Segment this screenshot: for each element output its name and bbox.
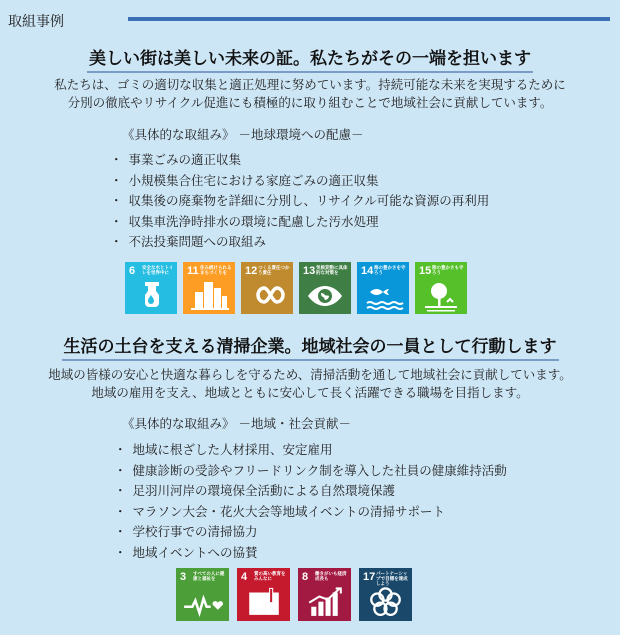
list-item: ・ マラソン大会・花火大会等地域イベントの清掃サポート <box>114 502 507 523</box>
sdg-goal-12-tile <box>241 262 293 314</box>
sdg-goal-title: パートナーシップで目標を達成しよう <box>376 572 408 587</box>
sdg-goal-title: 住み続けられるまちづくりを <box>200 266 232 276</box>
sdg-goal-title: 海の豊かさを守ろう <box>374 266 406 276</box>
sdg-goal-number: 14 <box>361 265 374 277</box>
intro-line: 地域の皆様の安心と快適な暮らしを守るため、清掃活動を通して地域社会に貢献しています。 <box>48 367 572 382</box>
intro-line: 私たちは、ゴミの適切な収集と適正処理に努めています。持続可能な未来を実現するために <box>54 77 566 92</box>
sdg-goal-number: 17 <box>363 571 376 583</box>
sdg-goal-3-tile <box>176 568 229 621</box>
list-item: ・ 地域に根ざした人材採用、安定雇用 <box>114 440 507 461</box>
sdg-goal-number: 8 <box>302 571 309 583</box>
section1-heading <box>0 44 620 69</box>
sdg-goal-number: 6 <box>129 265 136 277</box>
sdg-goal-17-tile <box>359 568 412 621</box>
list-item: ・ 事業ごみの適正収集 <box>110 150 489 171</box>
sdg-goal-13-tile <box>299 262 351 314</box>
list-item: ・ 収集後の廃棄物を詳細に分別し、リサイクル可能な資源の再利用 <box>110 191 489 212</box>
sdg-goal-number: 4 <box>241 571 248 583</box>
section-label: 取組事例 <box>8 14 64 30</box>
sdg-goal-title: つくる責任つかう責任 <box>258 266 290 276</box>
sdg-goal-11-tile <box>183 262 235 314</box>
sdg-goal-8-tile <box>298 568 351 621</box>
sdg-goal-6-tile <box>125 262 177 314</box>
intro-line: 地域の雇用を支え、地域とともに安心して長く活躍できる職場を目指します。 <box>91 385 529 400</box>
sdg-goal-15-tile <box>415 262 467 314</box>
section2-intro <box>0 366 620 402</box>
section1-subheading: 《具体的な取組み》 －地球環境への配慮－ <box>122 127 364 142</box>
section2-sdgs <box>176 568 412 621</box>
list-item: ・ 健康診断の受診やフリードリンク制を導入した社員の健康維持活動 <box>114 461 507 482</box>
intro-line: 分別の徹底やリサイクル促進にも積極的に取り組むことで地域社会に貢献しています。 <box>67 95 553 110</box>
sdg-goal-number: 13 <box>303 265 316 277</box>
sdg-goal-number: 11 <box>187 265 199 277</box>
sdg-goal-title: 働きがいも経済成長も <box>315 572 347 582</box>
list-item: ・ 小規模集合住宅における家庭ごみの適正収集 <box>110 171 489 192</box>
section2-heading-text: 生活の土台を支える清掃企業。地域社会の一員として行動します <box>62 337 559 361</box>
section2-list <box>114 440 507 563</box>
sdg-goal-title: 質の高い教育をみんなに <box>254 572 286 582</box>
sdg-goal-number: 12 <box>245 265 258 277</box>
sdg-goal-title: 安全な水とトイレを世界中に <box>142 266 174 276</box>
list-item: ・ 学校行事での清掃協力 <box>114 522 507 543</box>
sdg-goal-title: 陸の豊かさも守ろう <box>432 266 464 276</box>
sdg-goal-4-tile <box>237 568 290 621</box>
section1-heading-text: 美しい街は美しい未来の証。私たちがその一端を担います <box>87 49 533 73</box>
section1-list <box>110 150 489 253</box>
section2-heading <box>0 332 620 357</box>
list-item: ・ 不法投棄問題への取組み <box>110 232 489 253</box>
list-item: ・ 足羽川河岸の環境保全活動による自然環境保護 <box>114 481 507 502</box>
header-rule <box>128 17 610 21</box>
section1-sdgs <box>125 262 467 314</box>
list-item: ・ 収集車洗浄時排水の環境に配慮した汚水処理 <box>110 212 489 233</box>
sdg-goal-number: 15 <box>419 265 432 277</box>
section1-intro <box>0 76 620 112</box>
sdg-goal-14-tile <box>357 262 409 314</box>
sdg-goal-title: すべての人に健康と福祉を <box>193 572 225 582</box>
sdg-goal-title: 気候変動に具体的な対策を <box>316 266 348 276</box>
section2-subheading: 《具体的な取組み》 －地域・社会貢献－ <box>122 416 351 431</box>
list-item: ・ 地域イベントへの協賛 <box>114 543 507 564</box>
sdg-goal-number: 3 <box>180 571 187 583</box>
